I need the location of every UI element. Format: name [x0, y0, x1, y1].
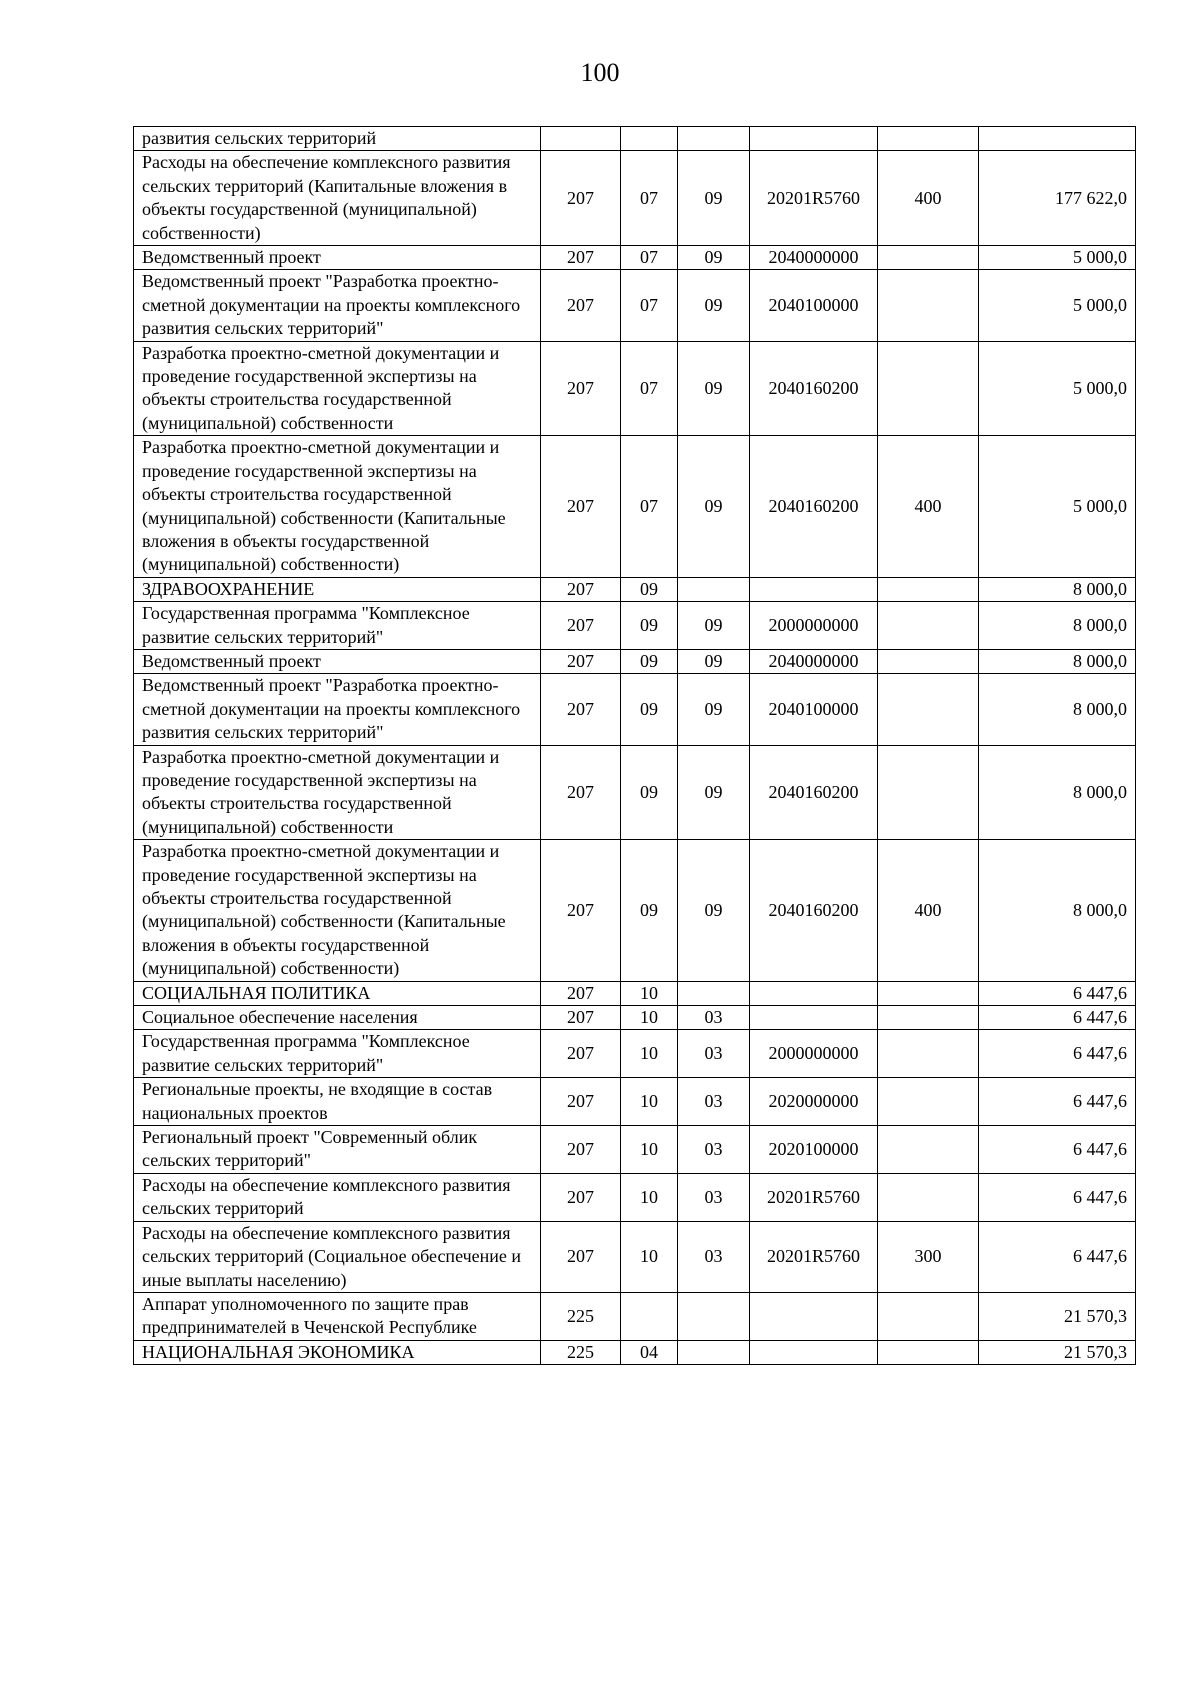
cell-name: Ведомственный проект	[134, 246, 541, 270]
cell-vr	[878, 602, 979, 650]
cell-name: Ведомственный проект	[134, 649, 541, 673]
table-row	[134, 1126, 1136, 1174]
table-row	[134, 745, 1136, 840]
cell-csr: 2040000000	[750, 246, 878, 270]
cell-pr	[678, 577, 750, 601]
cell-name: Разработка проектно-сметной документации и проведение государственной экспертизы на объекты строительства государственной (муниципальной) собственности (Капитальные вложения в объекты государственной (муниципальной) собственности)	[134, 436, 541, 577]
cell-pr: 09	[678, 341, 750, 436]
cell-sum: 6 447,6	[979, 1221, 1136, 1292]
table-row	[134, 1030, 1136, 1078]
cell-pr: 09	[678, 270, 750, 341]
cell-ved	[541, 127, 621, 151]
cell-sum: 5 000,0	[979, 246, 1136, 270]
cell-rz: 07	[621, 246, 678, 270]
cell-ved: 207	[541, 341, 621, 436]
cell-sum: 8 000,0	[979, 840, 1136, 981]
cell-name: Региональный проект "Современный облик сельских территорий"	[134, 1126, 541, 1174]
cell-name: Разработка проектно-сметной документации и проведение государственной экспертизы на объекты строительства государственной (муниципальной) собственности (Капитальные вложения в объекты государственной (муниципальной) собственности)	[134, 840, 541, 981]
table-row	[134, 1292, 1136, 1340]
cell-name: НАЦИОНАЛЬНАЯ ЭКОНОМИКА	[134, 1340, 541, 1364]
cell-vr	[878, 246, 979, 270]
cell-csr	[750, 577, 878, 601]
cell-sum: 6 447,6	[979, 1078, 1136, 1126]
cell-vr: 400	[878, 436, 979, 577]
cell-ved: 207	[541, 577, 621, 601]
cell-ved: 225	[541, 1340, 621, 1364]
cell-vr: 400	[878, 151, 979, 246]
cell-pr: 09	[678, 674, 750, 745]
cell-pr: 03	[678, 1221, 750, 1292]
table-row	[134, 436, 1136, 577]
cell-name: Разработка проектно-сметной документации и проведение государственной экспертизы на объекты строительства государственной (муниципальной) собственности	[134, 745, 541, 840]
cell-vr	[878, 649, 979, 673]
cell-sum: 8 000,0	[979, 649, 1136, 673]
cell-name: Региональные проекты, не входящие в состав национальных проектов	[134, 1078, 541, 1126]
cell-vr	[878, 270, 979, 341]
cell-sum: 5 000,0	[979, 436, 1136, 577]
cell-sum: 8 000,0	[979, 745, 1136, 840]
cell-name: развития сельских территорий	[134, 127, 541, 151]
cell-vr	[878, 127, 979, 151]
cell-sum: 21 570,3	[979, 1340, 1136, 1364]
cell-name: СОЦИАЛЬНАЯ ПОЛИТИКА	[134, 981, 541, 1005]
budget-table	[133, 126, 1136, 1365]
cell-name: Ведомственный проект "Разработка проектно-сметной документации на проекты комплексного развития сельских территорий"	[134, 674, 541, 745]
cell-sum: 6 447,6	[979, 1006, 1136, 1030]
table-row	[134, 840, 1136, 981]
table-row	[134, 127, 1136, 151]
table-row	[134, 981, 1136, 1005]
cell-pr: 03	[678, 1126, 750, 1174]
cell-name: Аппарат уполномоченного по защите прав предпринимателей в Чеченской Республике	[134, 1292, 541, 1340]
cell-sum: 6 447,6	[979, 981, 1136, 1005]
cell-pr: 09	[678, 649, 750, 673]
cell-pr: 03	[678, 1078, 750, 1126]
cell-ved: 207	[541, 151, 621, 246]
cell-ved: 207	[541, 745, 621, 840]
cell-rz: 10	[621, 1006, 678, 1030]
cell-sum: 6 447,6	[979, 1173, 1136, 1221]
table-row	[134, 649, 1136, 673]
cell-pr: 03	[678, 1006, 750, 1030]
table-row	[134, 1006, 1136, 1030]
cell-csr: 2040000000	[750, 649, 878, 673]
cell-pr	[678, 1340, 750, 1364]
cell-csr: 2040160200	[750, 840, 878, 981]
cell-pr: 09	[678, 246, 750, 270]
table-row	[134, 1173, 1136, 1221]
cell-name: Социальное обеспечение населения	[134, 1006, 541, 1030]
cell-vr	[878, 577, 979, 601]
cell-csr: 2040100000	[750, 270, 878, 341]
cell-rz: 09	[621, 602, 678, 650]
cell-pr	[678, 981, 750, 1005]
cell-csr: 2000000000	[750, 1030, 878, 1078]
cell-sum: 6 447,6	[979, 1030, 1136, 1078]
cell-vr	[878, 674, 979, 745]
cell-ved: 207	[541, 246, 621, 270]
cell-rz: 10	[621, 1173, 678, 1221]
cell-rz: 09	[621, 840, 678, 981]
cell-csr: 2040160200	[750, 341, 878, 436]
cell-csr: 20201R5760	[750, 151, 878, 246]
cell-ved: 207	[541, 1126, 621, 1174]
cell-rz: 07	[621, 341, 678, 436]
cell-rz: 09	[621, 745, 678, 840]
cell-rz: 10	[621, 1030, 678, 1078]
cell-pr	[678, 127, 750, 151]
table-row	[134, 1078, 1136, 1126]
cell-rz: 09	[621, 577, 678, 601]
cell-rz: 04	[621, 1340, 678, 1364]
cell-name: Разработка проектно-сметной документации и проведение государственной экспертизы на объекты строительства государственной (муниципальной) собственности	[134, 341, 541, 436]
cell-sum: 8 000,0	[979, 577, 1136, 601]
cell-rz	[621, 127, 678, 151]
cell-name: Ведомственный проект "Разработка проектно-сметной документации на проекты комплексного развития сельских территорий"	[134, 270, 541, 341]
cell-name: ЗДРАВООХРАНЕНИЕ	[134, 577, 541, 601]
table-row	[134, 1340, 1136, 1364]
cell-csr	[750, 1340, 878, 1364]
cell-rz: 09	[621, 674, 678, 745]
cell-pr: 03	[678, 1030, 750, 1078]
cell-sum: 8 000,0	[979, 674, 1136, 745]
cell-rz: 10	[621, 1078, 678, 1126]
cell-name: Расходы на обеспечение комплексного развития сельских территорий (Социальное обеспечение и иные выплаты населению)	[134, 1221, 541, 1292]
cell-sum: 5 000,0	[979, 270, 1136, 341]
cell-pr: 09	[678, 745, 750, 840]
cell-csr: 2040100000	[750, 674, 878, 745]
table-row	[134, 602, 1136, 650]
cell-ved: 207	[541, 1006, 621, 1030]
table-row	[134, 151, 1136, 246]
table-row	[134, 270, 1136, 341]
cell-vr	[878, 1006, 979, 1030]
cell-rz: 10	[621, 981, 678, 1005]
cell-name: Государственная программа "Комплексное развитие сельских территорий"	[134, 602, 541, 650]
cell-vr	[878, 1078, 979, 1126]
cell-sum: 5 000,0	[979, 341, 1136, 436]
cell-csr: 20201R5760	[750, 1221, 878, 1292]
cell-vr	[878, 1173, 979, 1221]
cell-pr	[678, 1292, 750, 1340]
cell-sum	[979, 127, 1136, 151]
cell-sum: 177 622,0	[979, 151, 1136, 246]
cell-csr	[750, 1292, 878, 1340]
cell-name: Расходы на обеспечение комплексного развития сельских территорий	[134, 1173, 541, 1221]
cell-ved: 207	[541, 981, 621, 1005]
cell-ved: 207	[541, 649, 621, 673]
cell-vr	[878, 1292, 979, 1340]
cell-ved: 225	[541, 1292, 621, 1340]
cell-pr: 09	[678, 840, 750, 981]
cell-ved: 207	[541, 674, 621, 745]
cell-vr: 300	[878, 1221, 979, 1292]
cell-csr: 20201R5760	[750, 1173, 878, 1221]
cell-rz: 09	[621, 649, 678, 673]
cell-rz: 07	[621, 270, 678, 341]
cell-rz	[621, 1292, 678, 1340]
cell-csr: 2040160200	[750, 436, 878, 577]
cell-name: Государственная программа "Комплексное развитие сельских территорий"	[134, 1030, 541, 1078]
cell-vr: 400	[878, 840, 979, 981]
cell-sum: 21 570,3	[979, 1292, 1136, 1340]
cell-ved: 207	[541, 840, 621, 981]
cell-vr	[878, 745, 979, 840]
cell-csr: 2000000000	[750, 602, 878, 650]
cell-rz: 07	[621, 436, 678, 577]
cell-vr	[878, 1340, 979, 1364]
cell-ved: 207	[541, 602, 621, 650]
cell-pr: 03	[678, 1173, 750, 1221]
cell-rz: 10	[621, 1126, 678, 1174]
cell-ved: 207	[541, 1173, 621, 1221]
cell-csr: 2020100000	[750, 1126, 878, 1174]
cell-csr	[750, 981, 878, 1005]
cell-vr	[878, 1030, 979, 1078]
cell-csr	[750, 127, 878, 151]
table-row	[134, 674, 1136, 745]
cell-ved: 207	[541, 1221, 621, 1292]
table-row	[134, 1221, 1136, 1292]
cell-csr: 2040160200	[750, 745, 878, 840]
cell-vr	[878, 1126, 979, 1174]
cell-pr: 09	[678, 436, 750, 577]
table-row	[134, 341, 1136, 436]
cell-pr: 09	[678, 602, 750, 650]
cell-rz: 10	[621, 1221, 678, 1292]
cell-ved: 207	[541, 1078, 621, 1126]
cell-ved: 207	[541, 436, 621, 577]
cell-name: Расходы на обеспечение комплексного развития сельских территорий (Капитальные вложения в объекты государственной (муниципальной) собственности)	[134, 151, 541, 246]
table-row	[134, 577, 1136, 601]
cell-vr	[878, 981, 979, 1005]
cell-sum: 8 000,0	[979, 602, 1136, 650]
page-number: 100	[580, 58, 620, 87]
cell-vr	[878, 341, 979, 436]
table-row	[134, 246, 1136, 270]
cell-sum: 6 447,6	[979, 1126, 1136, 1174]
cell-ved: 207	[541, 270, 621, 341]
cell-csr: 2020000000	[750, 1078, 878, 1126]
cell-pr: 09	[678, 151, 750, 246]
cell-rz: 07	[621, 151, 678, 246]
cell-csr	[750, 1006, 878, 1030]
cell-ved: 207	[541, 1030, 621, 1078]
